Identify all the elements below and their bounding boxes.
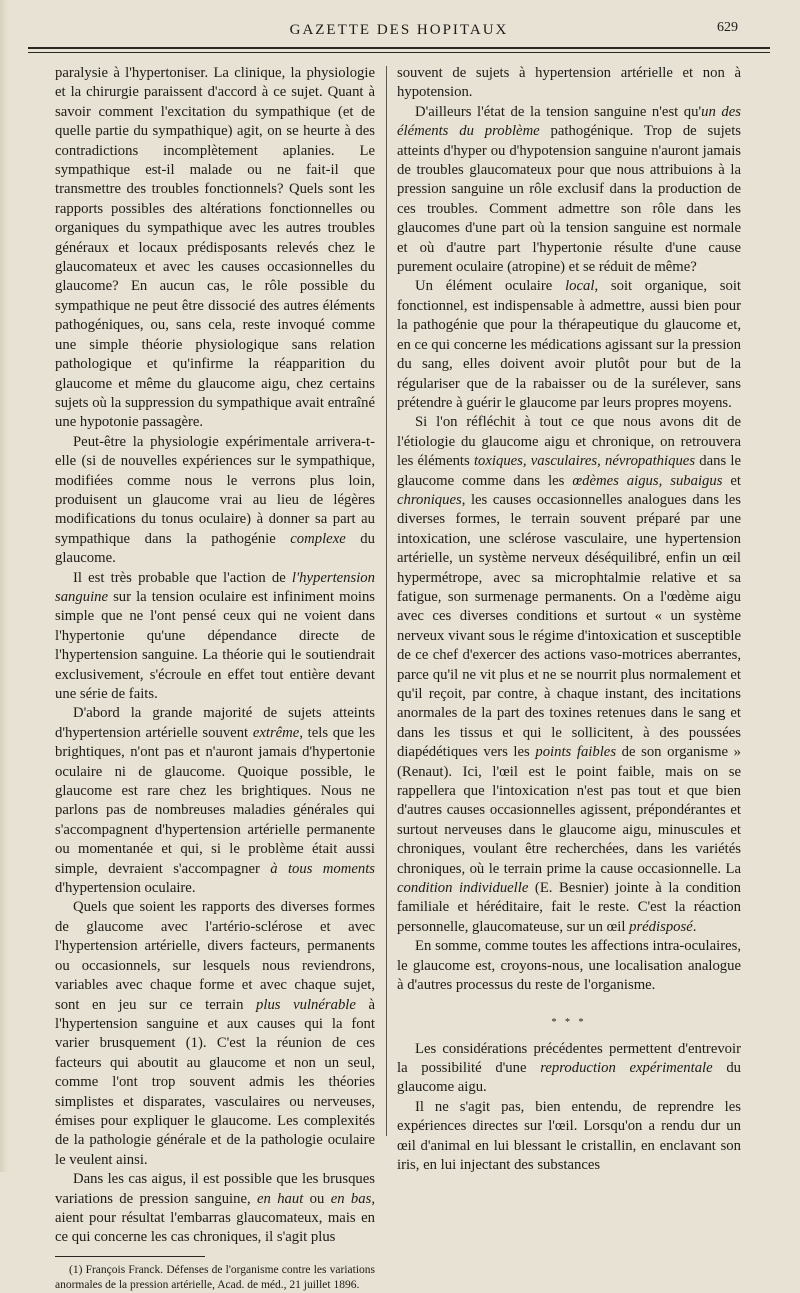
paragraph: Il est très probable que l'action de l'hypertension sanguine sur la tension oculaire est infiniment moins simple que ne l'ont pensé ceux qui ne voient dans l'hypertonie qu'une dépendance directe de l'hypertension sanguine. La théorie qui le soutiendrait exclusivement, s'écroule en effet tout entière devant une série de faits.: [55, 569, 375, 702]
paragraph: D'ailleurs l'état de la tension sanguine n'est qu'un des éléments du problème pathogénique. Trop de sujets atteints d'hyper ou d'hypotension sanguine n'auront jamais de troubles glaucomateux pour que nous attribuions à la pression sanguine un rôle exclusif dans la production de ces troubles. Comment admettre son rôle dans les glaucomes d'une part où la tension sanguine est normale et où d'autre part l'hypertonie résulte d'une cause purement oculaire (atropine) et se réduit de même?: [397, 103, 741, 276]
paragraph: Si l'on réfléchit à tout ce que nous avons dit de l'étiologie du glaucome aigu et chronique, on retrouvera les éléments toxiques, vasculaires, névropathiques dans le glaucome comme dans les œdèmes aigus, subaigus et chroniques, les causes occasionnelles analogues dans les diverses formes, le terrain souvent préparé par une intoxication, une sclérose vasculaire, une hypertension artérielle, un système nerveux déséquilibré, enfin un œil hypermétrope, avec sa microphtalmie relative et sa fatigue, son surmenage permanents. On a l'œdème aigu avec ces diverses conditions et surtout « un système nerveux vivant sous le régime d'intoxication et susceptible de ce chef d'exercer des actions vaso-motrices aberrantes, parce qu'il ne vit plus et ne se nourrit plus normalement et qu'il reçoit, par contre, à chaque instant, des incitations anormales de la part des toxines retenues dans le sang et dans les tissus et qui le sollicitent, à des poussées diapédétiques vers les points faibles de son organisme » (Renaut). Ici, l'œil est le point faible, mais on se rappellera que l'intoxication n'est pas tout et que bien d'autres causes occasionnelles agissent, prépondérantes et surtout nerveuses dans le glaucome aigu, minuscules et chroniques, voulant être recherchées, dans les variétés chroniques, où le terrain prime la cause occasionnelle. La condition individuelle (E. Besnier) jointe à la condition familiale et héréditaire, fait le reste. C'est la réaction personnelle, glaucomateuse, sur un œil prédisposé.: [397, 414, 742, 935]
left-column: [55, 64, 375, 1293]
paragraph: Les considérations précédentes permettent d'entrevoir la possibilité d'une reproduction expérimentale du glaucome aigu.: [397, 1040, 742, 1096]
paragraph: D'abord la grande majorité de sujets atteints d'hypertension artérielle souvent extrême, tels que les brightiques, n'ont pas et n'auront jamais d'hypertonie oculaire ni de glaucome. Quoique possible, le glaucome est rare chez les brightiques. Nous ne parlons pas de nombreuses maladies générales qui s'accompagnent d'hypertension artérielle permanente ou momentanée et qui, si le problème était aussi simple, devraient s'accompagner à tous moments d'hypertension oculaire.: [55, 705, 376, 897]
paragraph: Un élément oculaire local, soit organique, soit fonctionnel, est indispensable à admettre, aussi bien pour la pathogénie que pour la thérapeutique du glaucome et, en ce qui concerne les médications agissant sur la pression du sang, elles doivent avoir plutôt pour but de la régulariser que de la rabaisser ou de la surélever, sans prétendre à guérir le glaucome par leurs propres moyens.: [397, 278, 742, 411]
paragraph: souvent de sujets à hypertension artérielle et non à hypotension.: [397, 65, 741, 101]
paragraph: Il ne s'agit pas, bien entendu, de reprendre les expériences directes sur l'œil. Lorsqu'on a rendu dur un œil d'animal en lui blessant le cristallin, en enclavant son iris, en lui injectant des substances: [397, 1098, 741, 1173]
column-divider: [386, 66, 387, 1136]
paragraph: Dans les cas aigus, il est possible que les brusques variations de pression sanguine, en haut ou en bas, aient pour résultat l'embarras glaucomateux, mais en ce qui concerne les cas chroniques, il s'agit plus: [55, 1171, 375, 1246]
header-rule-thin: [28, 52, 770, 53]
paragraph: En somme, comme toutes les affections intra-oculaires, le glaucome est, croyons-nous, une localisation analogue à d'autres processus du reste de l'organisme.: [397, 938, 741, 994]
running-head: GAZETTE DES HOPITAUX: [289, 22, 509, 38]
section-break-stars: * * *: [551, 1016, 587, 1028]
footnote: (1) François Franck. Défenses de l'organisme contre les variations anormales de la pression artérielle, Acad. de méd., 21 juillet 1896.: [55, 1263, 375, 1291]
paragraph: paralysie à l'hypertoniser. La clinique, la physiologie et la chirurgie paraissent d'accord à ce sujet. Quant à savoir comment l'excitation du sympathique (et de quelle partie du sympathique) agit, on se heurte à des contradictions incomplètement aplanies. Le sympathique est-il malade ou ne fait-il que transmettre des troubles fonctionnels? Quels sont les rapports possibles des altérations fonctionnelles ou organiques du sympathique avec les autres troubles généraux et locaux prédisposants relevés chez le glaucomateux et avec les causes occasionnelles du glaucome? En aucun cas, le rôle possible du sympathique ne peut être dissocié des autres éléments pathogéniques, ou, sans cela, reste invoqué comme une simple théorie physiologique sans relation pathologique et qu'infirme la réapparition du glaucome et même du glaucome aigu, chez certains sujets où la suppression du sympathique avait entraîné une hypotonie passagère.: [55, 65, 375, 431]
page-number: 629: [717, 20, 738, 35]
paragraph: Peut-être la physiologie expérimentale arrivera-t-elle (si de nouvelles expériences sur le sympathique, modifiées comme nous le verrons plus loin, produisent un glaucome vrai au lieu de légères modifications du tonus oculaire) à donner sa part au sympathique dans la pathogénie complexe du glaucome.: [55, 433, 375, 567]
page-header: [28, 20, 770, 42]
header-rule-thick: [28, 47, 770, 49]
paragraph: Quels que soient les rapports des diverses formes de glaucome avec l'artério-sclérose et avec l'hypertension artérielle, divers facteurs, permanents ou occasionnels, sur lesquels nous reviendrons, variables avec chaque forme et avec chaque sujet, sont en jeu sur ce terrain plus vulnérable à l'hypertension sanguine et aux causes qui la font varier brusquement (1). C'est la réunion de ces facteurs qui aboutit au glaucome et non un seul, comme l'ont trop souvent admis les théories simplistes et disparates, vasculaires ou nerveuses, émises pour expliquer le glaucome. Les complexités de la pathologie générale et de la pathologie oculaire le veulent ainsi.: [55, 899, 375, 1168]
footnote-rule: [55, 1256, 205, 1257]
right-column: [397, 64, 741, 1175]
page-edge-shadow: [0, 0, 8, 1172]
